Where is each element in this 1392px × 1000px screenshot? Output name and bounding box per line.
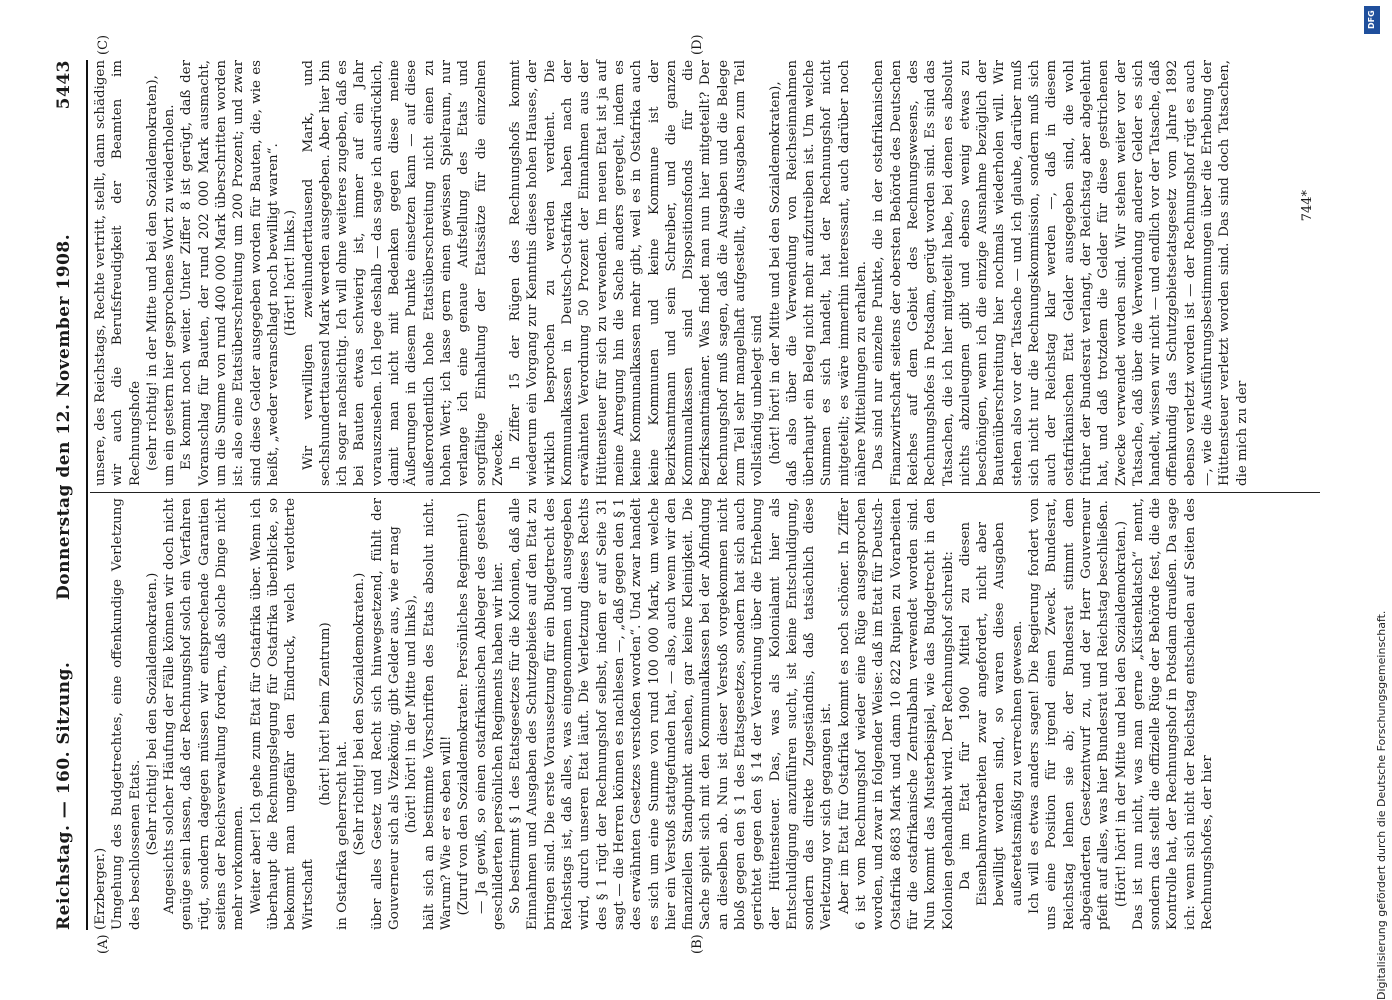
interjection: (Hört! hört! in der Mitte und bei den Sozialdemokraten.) [1113,520,1129,908]
interjection: (Sehr richtig! bei den Sozialdemokraten.) [352,572,368,856]
paragraph: hält sich an bestimmte Vorschriften des Etats absolut nicht. Warum? Wie er es eben will! [421,498,454,930]
paragraph: Wir verwilligen zweihunderttausend Mark, und sechshunderttausend Mark werden ausgegeben. Aber hier bin ich sogar nachsichtig. Ich will ohne weiteres zugeben, daß es bei Bauten etwas schwierig ist, immer auf ein Jahr vorauszusehen. Ich lege deshalb — das sage ich ausdrücklich, damit man nicht mit Bedenken gegen diese meine Äußerungen in diesem Punkte einsetzen kann — auf diese außerordentlich hohe Etatsüberschreitung nicht einen zu hohen Wert; ich lasse gern einen gewissen Spielraum, nur verlange ich eine genaue Aufstellung des Etats und sorgfältige Einhaltung der Etatssätze für die einzelnen Zwecke. [300,60,506,486]
stamp-text: Digitalisierung gefördert durch die Deutsche Forschungsgemeinschaft. [1375,610,1388,1000]
paragraph: Das sind nur einzelne Punkte, die in der ostafrikanischen Finanzwirtschaft seitens der obersten Behörde des Deutschen Reiches auf dem Gebiet des Rechnungswesens, des Rechnungshofes in Potsdam, gerügt worden sind. Es sind das Tatsachen, die ich hier mitgeteilt habe, bei denen es absolut nichts abzuleugnen gibt und ebenso wenig etwas zu beschönigen, wenn ich die einzige Ausnahme bezüglich der Bautenüberschreitung hier nochmals wiederholen will. Wir stehen also vor der Tatsache — und ich glaube, darüber muß sich nicht nur die Rechnungskommission, sondern muß sich auch der Reichstag klar werden —, daß in diesem ostafrikanischen Etat Gelder ausgegeben sind, die wohl früher der Bundesrat verlangt, der Reichstag aber abgelehnt hat, und daß trotzdem die Gelder für diese gestrichenen Zwecke verwendet worden sind. Wir stehen weiter vor der Tatsache, daß über die Verwendung anderer Gelder es sich handelt, wissen wir nicht — und endlich vor der Tatsache, daß offenkundig das Schutzgebietsetatsgesetz vom Jahre 1892 ebenso verletzt worden ist — der Rechnungshof rügt es auch —, wie die Ausführungsbestimmungen über die Erhebung der Hüttensteuer verletzt worden sind. Das sind doch Tatsachen, die mich zu der [871,60,1250,486]
paragraph: unsere, des Reichstags, Rechte vertritt, stellt, dann schädigen wir auch die Berufsfreudigkeit der Beamten im Rechnungshofe [93,60,143,486]
right-column [92,60,1332,486]
interjection: (Sehr richtig! bei den Sozialdemokraten.) [144,572,160,856]
left-column [92,498,1332,930]
dfg-logo: DFG [1364,6,1380,34]
signature-mark: 744* [1300,190,1315,222]
paragraph: Aber im Etat für Ostafrika kommt es noch schöner. In Ziffer 6 ist vom Rechnungshof wieder eine Rüge ausgesprochen worden, und zwar in folgender Weise: daß im Etat für Deutsch-Ostafrika 8683 Mark und dann 10 822 Rupien zu Vorarbeiten für die ostafrikanische Zentralbahn verwendet worden sind. Nun kommt das Musterbeispiel, wie das Budgetrecht in den Kolonien gehandhabt wird. Der Rechnungshof schreibt: [836,498,956,930]
interjection: (sehr richtig! in der Mitte und bei den Sozialdemokraten), [144,75,160,471]
paragraph: in Ostafrika geherrscht hat. [335,740,351,930]
margin-marker-a: (A) [96,934,111,954]
margin-marker-c: (C) [96,34,111,55]
paragraph: So bestimmt § 1 des Etatsgesetzes für die Kolonien, daß alle Einnahmen und Ausgaben des Schutzgebietes auf den Etat zu bringen sind. Die erste Voraussetzung für ein Budgetrecht des Reichstags ist, daß alles, was eingenommen und ausgegeben wird, durch unseren Etat läuft. Die Verletzung dieses Rechts des § 1 rügt der Rechnungshof selbst, indem er auf Seite 31 sagt — die Herren können es nachlesen —, „daß gegen den § 1 des erwähnten Gesetzes verstoßen worden“. Und zwar handelt es sich um eine Summe von rund 100 000 Mark, um welche hier ein Verstoß stattgefunden hat, — also, auch wenn wir den finanziellen Standpunkt ansehen, gar keine Kleinigkeit. Die Sache spielt sich mit den Kommunalkassen bei der Abfindung an dieselben ab. Nun ist dieser Verstoß vorgekommen nicht bloß gegen den § 1 des Etatsgesetzes, sondern hat sich auch gerichtet gegen den § 14 der Verordnung über die Erhebung der Hüttensteuer. Das, was als Kolonialamt hier als Entschuldigung anzuführen sucht, ist keine Entschuldigung, sondern das direkte Zugeständnis, daß tatsächlich diese Verletzung vor sich gegangen ist. [508,498,835,930]
interjection: (hört! hört! in der Mitte und bei den Sozialdemokraten), [767,81,783,465]
paragraph: Weiter aber! Ich gehe zum Etat für Ostafrika über. Wenn ich überhaupt die Rechnungslegung für Ostafrika überblicke, so bekommt man ungefähr den Eindruck, welch verlotterte Wirtschaft [248,498,316,930]
paragraph: (Erzberger.) [93,847,108,930]
paragraph: Ich will es etwas anders sagen! Die Regierung fordert von uns eine Position für irgend einen Zweck. Bundesrat, Reichstag lehnen sie ab; der Bundesrat stimmt dem abgeänderten Gesetzentwurf zu, und der Herr Gouverneur pfeift auf alles, was hier Bundesrat und Reichstag beschließen. [1027,498,1112,930]
header-date: Donnerstag den 12. November 1908. [54,233,74,600]
digitization-stamp [1372,6,1392,1000]
paragraph: Es kommt noch weiter. Unter Ziffer 8 ist gerügt, daß der Voranschlag für Bauten, der rund 202 000 Mark ausmacht, um die Summe von rund 400 000 Mark überschritten worden ist: also eine Etatsüberschreitung um 200 Prozent; und zwar sind diese Gelder ausgegeben worden für Bauten, die, wie es heißt, „weder veranschlagt noch bewilligt waren“. [179,60,281,486]
interjection: (Hört! hört! links.) [283,209,299,337]
margin-marker-d: (D) [690,34,705,55]
paragraph: In Ziffer 15 der Rügen des Rechnungshofs kommt wiederum ein Vorgang zur Kenntnis dieses hohen Hauses, der wirklich besprochen zu werden verdient. Die Kommunalkassen in Deutsch-Ostafrika haben nach der erwähnten Verordnung 50 Prozent der Einnahmen aus der Hüttensteuer für sich zu verwenden. Im neuen Etat ist ja auf meine Anregung hin die Sache anders geregelt, indem es keine Kommunalkassen mehr gibt, weil es in Ostafrika auch keine Kommunen und keine Kommune ist der Bezirksamtmann und sein Schreiber, und die ganzen Kommunalkassen sind Dispositionsfonds für die Bezirksamtmänner. Was findet man nun hier mitgeteilt? Der Rechnungshof muß sagen, daß die Ausgaben und die Belege zum Teil sehr mangelhaft aufgestellt, die Ausgaben zum Teil vollständig unbelegt sind [508,60,766,486]
interjection: (hört! hört! in der Mitte und links), [404,594,420,834]
column-divider [90,492,1320,493]
header-rule [86,60,88,930]
page-header [54,60,84,930]
page-number: 5443 [54,60,74,110]
paragraph: über alles Gesetz und Recht sich hinwegsetzend, fühlt der Gouverneur sich als Vizekönig, gibt Gelder aus, wie er mag [369,498,403,930]
paragraph: Angesichts solcher Häufung der Fälle können wir doch nicht genüge sein lassen, daß der Rechnungshof solch ein Verfahren rügt, sondern dagegen müssen wir entsprechende Garantien seitens der Reichsverwaltung fordern, daß solche Dinge nicht mehr vorkommen. [162,498,247,930]
paragraph: Umgehung des Budgetrechtes, eine offenkundige Verletzung des beschlossenen Etats. [110,498,143,930]
paragraph: daß also über die Verwendung von Reichseinnahmen überhaupt ein Beleg nicht mehr aufzutreiben ist. Um welche Summen es sich handelt, hat der Rechnungshof nicht mitgeteilt; es wäre immerhin interessant, auch darüber noch nähere Mitteilungen zu erhalten. [784,60,870,486]
paragraph: Das ist nun nicht, was man gerne „Küstenklatsch“ nennt, sondern das stellt die offizielle Rüge der Behörde fest, die die Kontrolle hat, der Rechnungshof in Potsdam draußen. Da sage ich: wenn sich nicht der Reichstag entschieden auf Seiten des Rechnungshofes, der hier [1130,498,1215,930]
interjection: (Zuruf von den Sozialdemokraten: Persönliches Regiment!) [456,512,472,916]
quotation: Da im Etat für 1900 Mittel zu diesen Eisenbahnvorarbeiten zwar angefordert, nicht aber bewilligt worden sind, so waren diese Ausgaben außeretatsmäßig zu verrechnen gewesen. [957,522,1025,906]
header-left: Reichstag. — 160. Sitzung. [54,661,74,930]
paragraph: um ein gestern hier gesprochenes Wort zu wiederholen. [162,104,178,486]
margin-marker-b: (B) [690,934,705,954]
interjection: (hört! hört! beim Zentrum) [317,622,333,806]
paragraph: — Ja gewiß, so einen ostafrikanischen Ableger des gestern geschilderten persönlichen Regiments haben wir hier. [473,498,506,930]
